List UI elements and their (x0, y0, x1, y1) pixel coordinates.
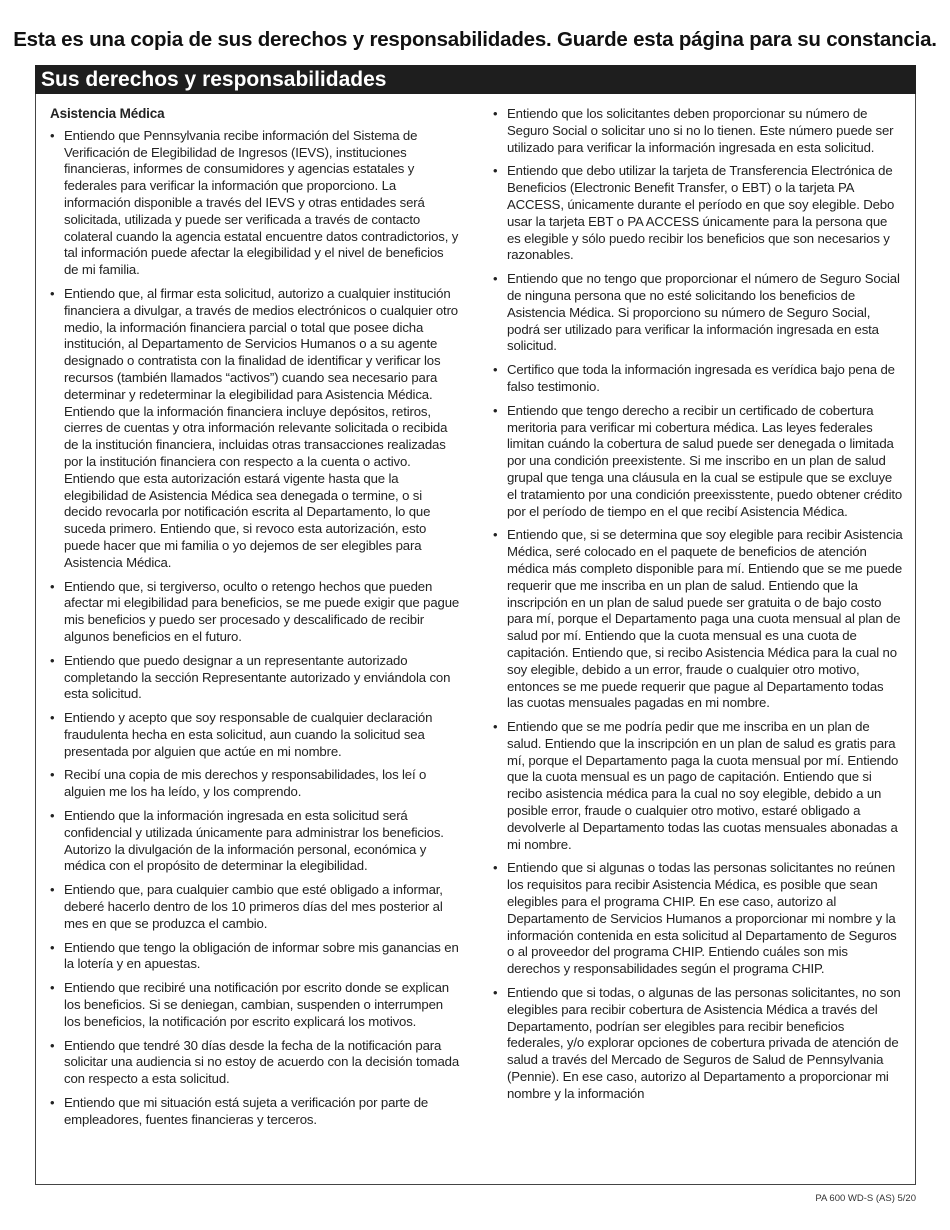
right-column (493, 106, 903, 1110)
list-item: • Entiendo que, si tergiverso, oculto o retengo hechos que pueden afectar mi elegibilidad para beneficios, se me puede exigir que pague mis beneficios y puedo ser procesado y descalificado de recibir algunos beneficios en el futuro. (50, 579, 460, 646)
list-item: • Entiendo que, al firmar esta solicitud, autorizo a cualquier institución financiera a divulgar, a través de medios electrónicos o cualquier otro medio, la información financiera parcial o total que posee dicha institución, al Departamento de Servicios Humanos o a su agente designado o contratista con la finalidad de identificar y verificar los recursos (también llamados “activos”) cuando sea necesario para determinar y redeterminar la elegibilidad para Asistencia Médica. Entiendo que la información financiera incluye depósitos, retiros, cierres de cuentas y otra información relevante solicitada o recibida de la institución financiera, incluidas otras transacciones realizadas por la institución financiera con respecto a la cuenta o activo. Entiendo que esta autorización estará vigente hasta que la elegibilidad de Asistencia Médica sea denegada o termine, o si decido revocarla por notificación escrita al Departamento, lo que suceda primero. Entiendo que, si revoco esta autorización, esto puede hacer que mi familia o yo dejemos de ser elegibles para Asistencia Médica. (50, 286, 460, 572)
list-item: • Entiendo que si algunas o todas las personas solicitantes no reúnen los requisitos para recibir Asistencia Médica, es posible que sean elegibles para el programa CHIP. En ese caso, autorizo al Departamento de Servicios Humanos a proporcionar mi nombre y la información contenida en esta solicitud al Departamento de Seguros o al proveedor del programa CHIP. Entiendo cuáles son mis derechos y responsabilidades según el programa CHIP. (493, 860, 903, 978)
list-item: • Entiendo que mi situación está sujeta a verificación por parte de empleadores, fuentes financieras y terceros. (50, 1095, 460, 1129)
list-item: • Entiendo que la información ingresada en esta solicitud será confidencial y utilizada únicamente para administrar los beneficios. Autorizo la divulgación de la información personal, económica y médica con el propósito de determinar la elegibilidad. (50, 808, 460, 875)
page-notice-heading: Esta es una copia de sus derechos y responsabilidades. Guarde esta página para su constancia. (13, 28, 937, 51)
list-item: • Recibí una copia de mis derechos y responsabilidades, los leí o alguien me los ha leído, y los comprendo. (50, 767, 460, 801)
list-item: • Entiendo que tendré 30 días desde la fecha de la notificación para solicitar una audiencia si no estoy de acuerdo con la decisión tomada con respecto a esta solicitud. (50, 1038, 460, 1088)
list-item: • Certifico que toda la información ingresada es verídica bajo pena de falso testimonio. (493, 362, 903, 396)
list-item: • Entiendo que tengo derecho a recibir un certificado de cobertura meritoria para verificar mi cobertura médica. Las leyes federales limitan cuándo la cobertura de salud puede ser denegada o limitada por una condición preexistente. Si me inscribo en un plan de salud grupal que tenga una cláusula en la cual se estipule que se excluye el tratamiento por una condición preexisstente, puedo obtener crédito por el período de tiempo en el que recibí Asistencia Médica. (493, 403, 903, 521)
list-item: • Entiendo que puedo designar a un representante autorizado completando la sección Representante autorizado y enviándola con esta solicitud. (50, 653, 460, 703)
left-bullet-list (50, 128, 460, 1129)
list-item: • Entiendo que Pennsylvania recibe información del Sistema de Verificación de Elegibilidad de Ingresos (IEVS), instituciones financieras, informes de consumidores y agencias estatales y federales para verificar la información que proporciono. La información disponible a través del IEVS y otras entidades será solicitada, utilizada y puede ser verificada a través de contacto colateral cuando la agencia estatal encuentre datos contradictorios, y tal información puede afectar la elegibilidad y el nivel de beneficios de mi familia. (50, 128, 460, 279)
list-item: • Entiendo que se me podría pedir que me inscriba en un plan de salud. Entiendo que la inscripción en un plan de salud es gratis para mí, porque el Departamento paga la cuota mensual por mí. Entiendo que la cuota mensual es un pago de capitación. Entiendo que si recibo asistencia médica para la cual no soy elegible, debido a un posible error, fraude o cualquier otro motivo, estaré obligado a devolverle al Departamento todas las cuotas mensuales abonadas a mi nombre. (493, 719, 903, 853)
list-item: • Entiendo que recibiré una notificación por escrito donde se explican los beneficios. Si se deniegan, cambian, suspenden o interrumpen los beneficios, la notificación por escrito explicará los motivos. (50, 980, 460, 1030)
list-item: • Entiendo que debo utilizar la tarjeta de Transferencia Electrónica de Beneficios (Electronic Benefit Transfer, o EBT) o la tarjeta PA ACCESS, únicamente durante el período en que soy elegible. Debo usar la tarjeta EBT o PA ACCESS únicamente para la persona que es elegible y sólo puedo recibir los beneficios que son necesarios y razonables. (493, 163, 903, 264)
left-column (50, 106, 460, 1136)
section-title-bar: Sus derechos y responsabilidades (35, 65, 916, 94)
medical-assistance-title: Asistencia Médica (50, 106, 165, 121)
list-item: • Entiendo que si todas, o algunas de las personas solicitantes, no son elegibles para recibir cobertura de Asistencia Médica a través del Departamento, podrían ser elegibles para recibir beneficios federales, y/o explorar opciones de cobertura privada de atención de salud a través del Mercado de Seguros de Salud de Pennsylvania (Pennie). En ese caso, autorizo al Departamento a proporcionar mi nombre y la información (493, 985, 903, 1103)
list-item: • Entiendo que los solicitantes deben proporcionar su número de Seguro Social o solicitar uno si no lo tienen. Este número puede ser utilizado para verificar la información ingresada en esta solicitud. (493, 106, 903, 156)
list-item: • Entiendo y acepto que soy responsable de cualquier declaración fraudulenta hecha en esta solicitud, aun cuando la solicitud sea presentada por alguien que actúe en mi nombre. (50, 710, 460, 760)
form-id-footer: PA 600 WD-S (AS) 5/20 (815, 1193, 916, 1204)
list-item: • Entiendo que tengo la obligación de informar sobre mis ganancias en la lotería y en apuestas. (50, 940, 460, 974)
right-bullet-list (493, 106, 903, 1103)
list-item: • Entiendo que no tengo que proporcionar el número de Seguro Social de ninguna persona que no esté solicitando los beneficios de Asistencia Médica. Si proporciono su número de Seguro Social, podrá ser utilizado para verificar la información ingresada en esta solicitud. (493, 271, 903, 355)
rights-content-box (35, 94, 916, 1185)
list-item: • Entiendo que, si se determina que soy elegible para recibir Asistencia Médica, seré colocado en el paquete de beneficios de atención médica más completo disponible para mí. Entiendo que se me puede requerir que me inscriba en un plan de salud. Entiendo que la inscripción en un plan de salud puede ser gratuita o de bajo costo para mí, porque el Departamento paga una cuota mensual al plan de salud por mí. Entiendo que la cuota mensual es una cuota de capitación. Entiendo que, si recibo Asistencia Médica para la cual no soy elegible, debido a un error, fraude o cualquier otro motivo, entonces se me puede requerir que pague al Departamento todas las cuotas mensuales pagadas en mi nombre. (493, 527, 903, 712)
list-item: • Entiendo que, para cualquier cambio que esté obligado a informar, deberé hacerlo dentro de los 10 primeros días del mes posterior al mes en que se produzca el cambio. (50, 882, 460, 932)
